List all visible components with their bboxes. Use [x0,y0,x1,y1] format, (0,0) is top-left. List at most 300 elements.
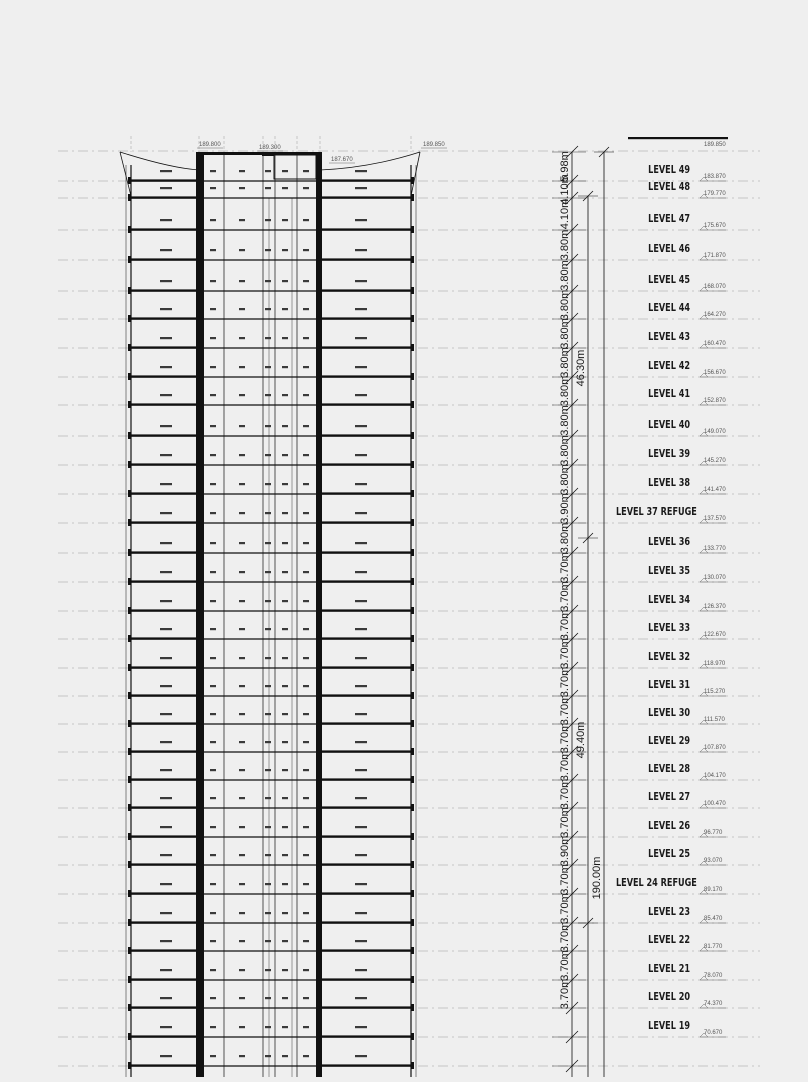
slab-edge-right [411,287,414,294]
room-tag [355,512,367,514]
level-name: LEVEL 49 [648,164,690,177]
room-tag [210,337,216,339]
room-tag [282,187,288,189]
room-tag [239,425,245,427]
room-tag [210,512,216,514]
slab-edge-right [411,833,414,840]
room-tag [355,997,367,999]
room-tag [303,483,309,485]
room-tag [355,854,367,856]
room-tag [303,512,309,514]
room-tag [355,600,367,602]
room-tag [303,600,309,602]
slab-edge-left [128,461,131,468]
slab-edge-left [128,833,131,840]
slab-edge-right [411,720,414,727]
room-tag [210,997,216,999]
room-tag [160,912,172,914]
slab-edge-right [411,578,414,585]
slab-edge-left [128,432,131,439]
room-tag [265,997,271,999]
room-tag [282,769,288,771]
room-tag [210,571,216,573]
room-tag [210,1055,216,1057]
overall-height-label: 190.00m [591,856,603,900]
room-tag [210,394,216,396]
room-tag [160,854,172,856]
room-tag [239,483,245,485]
room-tag [239,394,245,396]
room-tag [282,940,288,942]
level-name: LEVEL 41 [648,388,690,401]
floor-slab-right [322,258,411,260]
slab-edge-left [128,490,131,497]
room-tag [265,628,271,630]
room-tag [355,912,367,914]
room-tag [210,713,216,715]
floor-slab-left [131,609,196,611]
roof-machine-room [274,155,316,179]
room-tag [303,912,309,914]
room-tag [210,483,216,485]
room-tag [303,657,309,659]
room-tag [355,483,367,485]
room-tag [265,571,271,573]
floor-height-label: 3.70m [559,864,571,895]
level-elevation: 152.870 [704,398,726,404]
room-tag [355,657,367,659]
floor-slab-left [131,463,196,465]
room-tag [160,741,172,743]
level-name: LEVEL 38 [648,477,690,490]
slab-edge-right [411,919,414,926]
slab-edge-right [411,976,414,983]
slab-edge-left [128,1062,131,1069]
floor-height-label: 3.70m [559,750,571,782]
floor-slab-right [322,463,411,465]
level-name: LEVEL 25 [648,848,690,861]
slab-edge-left [128,976,131,983]
floor-height-label: 3.80m [559,347,571,378]
room-tag [355,628,367,630]
floor-slab-right [322,609,411,611]
floor-height-label: 3.80m [559,260,571,291]
room-tag [210,826,216,828]
level-elevation: 70.670 [704,1030,723,1036]
floor-height-label: 3.70m [559,581,571,612]
floor-slab-right [322,228,411,230]
floor-slab-right [322,892,411,894]
room-tag [282,542,288,544]
room-tag [282,685,288,687]
slab-edge-right [411,490,414,497]
room-tag [355,454,367,456]
room-tag [265,797,271,799]
room-tag [239,219,245,221]
level-elevation: 122.670 [704,632,726,638]
level-name: LEVEL 39 [648,448,690,461]
room-tag [355,826,367,828]
room-tag [160,280,172,282]
level-elevation: 115.270 [704,689,726,695]
level-name: LEVEL 44 [648,302,690,315]
slab-edge-right [411,890,414,897]
level-name: LEVEL 31 [648,679,690,692]
room-tag [239,657,245,659]
floor-slab-right [322,666,411,668]
level-elevation: 156.670 [704,370,726,376]
slab-edge-left [128,804,131,811]
level-name: LEVEL 30 [648,707,690,720]
room-tag [210,969,216,971]
floor-height-label: 3.70m [559,950,571,981]
level-labels [616,164,726,1037]
room-tag [303,308,309,310]
slab-edge-right [411,776,414,783]
floor-slab-right [322,551,411,553]
dimension-chains [552,146,614,1077]
room-tag [303,337,309,339]
room-tag [282,713,288,715]
floor-slab-left [131,666,196,668]
room-tag [265,366,271,368]
slab-edge-right [411,519,414,526]
floor-slab-right [322,921,411,923]
room-tag [239,685,245,687]
room-tag [210,628,216,630]
slab-edge-right [411,692,414,699]
slab-edge-right [411,1033,414,1040]
floor-height-label: 3.80m [559,522,571,554]
floor-slab-right [322,949,411,951]
level-name: LEVEL 26 [648,820,690,833]
room-tag [303,425,309,427]
floor-slab-right [322,1035,411,1037]
level-elevation: 183.870 [704,174,726,180]
level-name: LEVEL 48 [648,181,690,194]
level-name: LEVEL 19 [648,1020,690,1033]
floor-height-label: 5.98m [559,151,571,182]
slab-edge-right [411,748,414,755]
room-tag [265,1026,271,1028]
floor-slab-left [131,863,196,865]
floor-slab-right [322,521,411,523]
room-tag [303,713,309,715]
slab-edge-right [411,1062,414,1069]
floor-slab-left [131,892,196,894]
floor-height-label: 3.70m [559,807,571,838]
room-tag [355,249,367,251]
floor-slab-left [131,289,196,291]
room-tag [303,854,309,856]
floor-slab-right [322,750,411,752]
room-tag [355,219,367,221]
floor-height-label: 3.70m [559,552,571,583]
room-tag [210,366,216,368]
floor-slab-left [131,722,196,724]
room-tag [303,187,309,189]
floor-slab-right [322,778,411,780]
floor-slab-left [131,434,196,436]
floor-slab-left [131,228,196,230]
room-tag [303,542,309,544]
room-tag [160,571,172,573]
level-name: LEVEL 34 [648,594,690,607]
floor-height-label: 3.80m [559,464,571,495]
top-elevation-right-inner: 187.670 [331,157,353,163]
room-tag [160,249,172,251]
room-tag [239,308,245,310]
room-tag [160,1026,172,1028]
floor-slab-left [131,492,196,494]
room-tag [355,1055,367,1057]
room-tag [160,425,172,427]
floor-slab-left [131,1006,196,1008]
room-tag [282,337,288,339]
floor-slab-left [131,949,196,951]
room-tag [355,940,367,942]
level-elevation: 130.070 [704,575,726,581]
room-tag [160,337,172,339]
room-tag [210,219,216,221]
floor-slab-left [131,196,196,198]
floor-slab-right [322,978,411,980]
floor-slab-left [131,750,196,752]
slab-edge-left [128,748,131,755]
slab-edge-left [128,861,131,868]
room-tag [265,769,271,771]
room-tag [160,512,172,514]
room-tag [210,883,216,885]
room-tag [303,170,309,172]
room-tag [303,1055,309,1057]
room-tag [239,826,245,828]
room-tag [282,280,288,282]
level-elevation: 126.370 [704,604,726,610]
slab-edge-left [128,287,131,294]
room-tag [282,425,288,427]
room-tag [239,1026,245,1028]
room-tag [239,912,245,914]
level-elevation: 100.470 [704,801,726,807]
room-tag [160,170,172,172]
floor-slab-left [131,580,196,582]
slab-edge-right [411,373,414,380]
room-tag [303,997,309,999]
level-elevation: 141.470 [704,487,726,493]
room-tag [239,769,245,771]
slab-edge-right [411,401,414,408]
room-tag [355,969,367,971]
room-tag [265,512,271,514]
room-tag [239,797,245,799]
room-tag [303,571,309,573]
floor-height-label: 3.80m [559,405,571,436]
room-tag [265,170,271,172]
room-tag [265,854,271,856]
room-tag [239,337,245,339]
floor-slab-left [131,637,196,639]
room-tag [282,249,288,251]
floor-height-label: 3.80m [559,318,571,349]
room-tag [239,741,245,743]
floor-slab-right [322,317,411,319]
room-tag [355,1026,367,1028]
room-tag [282,854,288,856]
level-name: LEVEL 42 [648,360,690,373]
floor-slab-right [322,863,411,865]
floor-slab-left [131,1035,196,1037]
room-tag [355,883,367,885]
room-tag [282,571,288,573]
slab-edge-left [128,919,131,926]
room-tag [265,394,271,396]
room-tag [265,685,271,687]
room-tag [210,797,216,799]
room-tag [160,542,172,544]
room-tag [210,280,216,282]
floor-slab-right [322,346,411,348]
room-tag [282,997,288,999]
room-tag [239,454,245,456]
room-tag [282,454,288,456]
room-tag [303,628,309,630]
floor-height-label: 3.70m [559,778,571,810]
floor-slab-left [131,179,196,181]
slab-edge-left [128,890,131,897]
floor-height-label: 3.70m [559,638,571,669]
floor-height-label: 3.70m [559,694,571,726]
room-tag [239,1055,245,1057]
level-elevation: 137.570 [704,516,726,522]
level-elevation: 179.770 [704,191,726,197]
room-tag [282,969,288,971]
floor-height-label: 3.80m [559,229,571,261]
crown-edge-right [411,152,420,196]
building-elevation [120,152,420,1077]
room-tag [210,741,216,743]
level-elevation: 74.370 [704,1001,723,1007]
slab-edge-right [411,432,414,439]
floor-slab-left [131,694,196,696]
room-tag [303,249,309,251]
floor-height-label: 3.80m [559,435,571,466]
slab-edge-left [128,519,131,526]
room-tag [239,997,245,999]
room-tag [239,571,245,573]
slab-edge-right [411,1004,414,1011]
slab-edge-left [128,1004,131,1011]
room-tag [239,170,245,172]
room-tag [160,394,172,396]
room-tag [282,170,288,172]
room-tag [282,512,288,514]
room-tag [160,713,172,715]
room-tag [210,854,216,856]
room-tag [303,394,309,396]
room-tag [265,187,271,189]
room-tag [282,1055,288,1057]
floor-slab-left [131,346,196,348]
floor-slab-left [131,258,196,260]
top-elevation-right: 189.850 [423,142,445,148]
level-name: LEVEL 22 [648,934,690,947]
slab-edge-left [128,635,131,642]
floor-height-label: 3.80m [559,289,571,321]
roof-elevation: 189.850 [704,142,726,148]
floor-height-label: 3.70m [559,893,571,924]
room-tag [160,483,172,485]
room-tag [265,308,271,310]
slab-edge-right [411,607,414,614]
room-tag [355,337,367,339]
room-tag [282,797,288,799]
level-elevation: 168.070 [704,284,726,290]
floor-slab-right [322,694,411,696]
segment-height-label: 49.40m [575,721,587,759]
room-tag [210,542,216,544]
room-tag [160,797,172,799]
room-tag [210,912,216,914]
floor-slab-left [131,1064,196,1066]
room-tag [355,366,367,368]
crown-curve-left [120,152,199,170]
slab-edge-right [411,315,414,322]
level-name: LEVEL 36 [648,536,690,549]
crown-edge-left [120,152,131,196]
room-tag [265,425,271,427]
room-tag [265,219,271,221]
level-name: LEVEL 24 REFUGE [616,877,697,890]
level-elevation: 171.870 [704,253,726,259]
room-tag [355,187,367,189]
slab-edge-right [411,177,414,184]
room-tag [355,394,367,396]
slab-edge-left [128,578,131,585]
floor-slab-right [322,492,411,494]
room-tag [265,940,271,942]
level-name: LEVEL 40 [648,419,690,432]
room-tag [265,883,271,885]
room-tag [355,769,367,771]
room-tag [160,826,172,828]
level-name: LEVEL 33 [648,622,690,635]
room-tag [210,657,216,659]
room-tag [282,219,288,221]
room-tag [303,769,309,771]
floor-slab-left [131,978,196,980]
top-elevation-center: 189.300 [259,145,281,151]
floor-slab-left [131,778,196,780]
floor-slab-right [322,289,411,291]
room-tag [355,542,367,544]
room-tag [282,741,288,743]
floor-slab-right [322,835,411,837]
slab-edge-right [411,947,414,954]
room-tag [303,454,309,456]
level-name: LEVEL 37 REFUGE [616,506,697,519]
floor-slab-right [322,722,411,724]
segment-height-label: 46.30m [575,349,587,387]
slab-edge-left [128,315,131,322]
level-elevation: 93.070 [704,858,723,864]
floor-slab-left [131,806,196,808]
room-tag [282,366,288,368]
level-elevation: 96.770 [704,830,723,836]
slab-edge-left [128,194,131,201]
slab-edge-left [128,226,131,233]
room-tag [160,628,172,630]
